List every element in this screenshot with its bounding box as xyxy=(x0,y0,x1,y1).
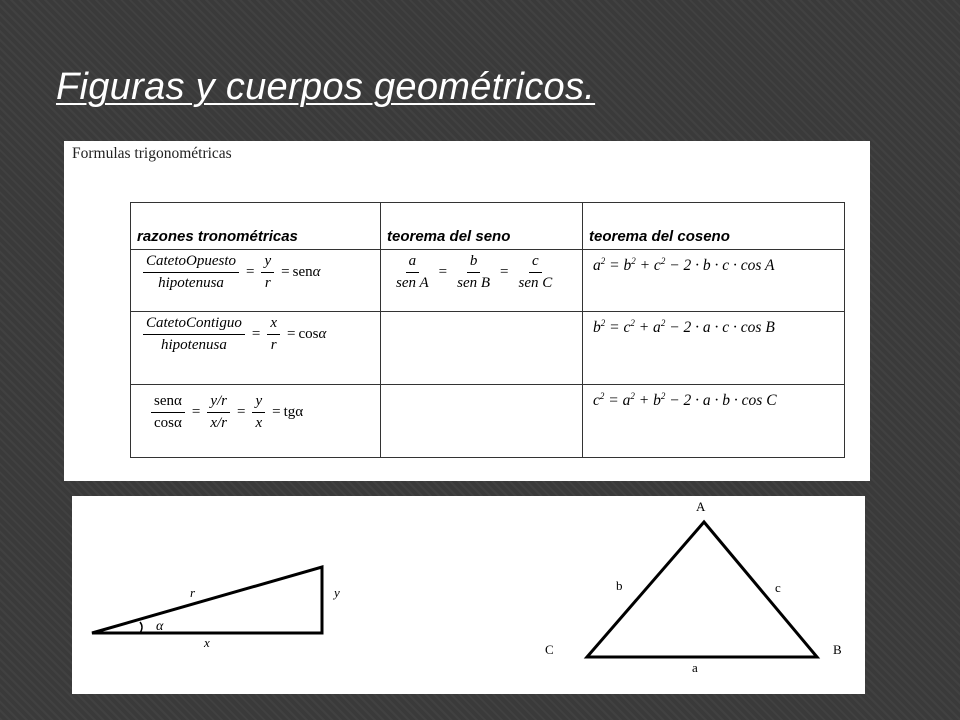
square: 2 xyxy=(630,391,635,401)
cos-term: + b xyxy=(634,392,661,410)
equals: = xyxy=(246,264,255,280)
cell-empty-1 xyxy=(381,312,583,385)
denominator: cosα xyxy=(154,415,182,431)
cos-lhs: a xyxy=(593,257,601,275)
square: 2 xyxy=(631,256,636,266)
cell-razon-tangente xyxy=(131,385,381,458)
right-triangle-shape xyxy=(92,567,322,633)
square: 2 xyxy=(599,391,605,401)
adj-label: x xyxy=(204,635,210,650)
cos-term: + a xyxy=(634,319,661,337)
side-c-label: c xyxy=(775,580,781,595)
cell-coseno-c xyxy=(583,385,845,458)
denominator: hipotenusa xyxy=(158,275,224,291)
opp-label: y xyxy=(334,585,340,600)
denominator: x xyxy=(255,415,263,431)
numerator: y xyxy=(261,253,274,273)
equals: = xyxy=(286,326,296,342)
cell-empty-2 xyxy=(381,385,583,458)
cos-term: = b xyxy=(609,257,632,275)
cos-term: = c xyxy=(609,319,631,337)
cos-term: + c xyxy=(635,257,661,275)
denominator: sen C xyxy=(518,275,553,291)
cell-coseno-a xyxy=(583,250,845,312)
numerator: CatetoContiguo xyxy=(143,315,245,335)
cos-lhs: c xyxy=(593,392,600,410)
frac-a xyxy=(393,253,432,292)
formulas-table xyxy=(130,202,845,458)
side-b-label: b xyxy=(616,578,623,593)
equals: = xyxy=(272,404,281,420)
cos-tail: − 2 · a · b · cos C xyxy=(665,392,777,410)
numerator: a xyxy=(406,253,420,273)
frac-contiguo xyxy=(143,315,245,354)
header-coseno: teorema del coseno xyxy=(583,203,845,250)
frac-b xyxy=(454,253,493,292)
triangle-diagrams xyxy=(72,496,865,694)
diagrams-panel xyxy=(72,496,865,694)
frac-opuesto xyxy=(143,253,239,292)
cos-lhs: b xyxy=(593,319,601,337)
vertex-c: C xyxy=(545,642,554,657)
frac-compound xyxy=(207,393,230,432)
square: 2 xyxy=(600,256,606,266)
vertex-a: A xyxy=(696,499,706,514)
denominator: sen B xyxy=(457,275,491,291)
square: 2 xyxy=(660,391,666,401)
side-a-label: a xyxy=(692,660,698,675)
equals: = xyxy=(191,404,201,420)
right-triangle xyxy=(92,567,340,650)
denominator: x/r xyxy=(210,415,227,431)
numerator: CatetoOpuesto xyxy=(143,253,239,273)
equals: = xyxy=(281,264,290,280)
denominator: hipotenusa xyxy=(161,337,227,353)
denominator: sen A xyxy=(396,275,429,291)
frac-sen-cos xyxy=(151,393,185,432)
sen-function: sen xyxy=(292,264,313,280)
cos-function: cos xyxy=(298,326,319,342)
numerator: x xyxy=(267,315,280,335)
equals: = xyxy=(438,264,448,280)
frac-x-r xyxy=(267,315,280,354)
cos-tail: − 2 · a · c · cos B xyxy=(665,319,775,337)
cos-tail: − 2 · b · c · cos A xyxy=(665,257,775,275)
numerator: senα xyxy=(151,393,185,413)
cell-razon-seno xyxy=(131,250,381,312)
numerator: c xyxy=(529,253,542,273)
header-razones: razones tronométricas xyxy=(131,203,381,250)
frac-y-r xyxy=(261,253,274,292)
alpha-symbol: α xyxy=(318,326,327,342)
square: 2 xyxy=(660,318,666,328)
frac-c xyxy=(516,253,556,292)
formulas-panel xyxy=(64,141,870,481)
cell-razon-coseno xyxy=(131,312,381,385)
cell-teorema-seno xyxy=(381,250,583,312)
formulas-heading: Formulas trigonométricas xyxy=(72,145,232,162)
slide-title: Figuras y cuerpos geométricos. xyxy=(56,66,596,108)
angle-label: α xyxy=(156,619,164,634)
cos-term: = a xyxy=(608,392,631,410)
numerator: y/r xyxy=(207,393,230,413)
denominator: r xyxy=(264,275,271,291)
numerator: y xyxy=(252,393,265,413)
alpha-symbol: α xyxy=(312,264,321,280)
frac-y-x xyxy=(252,393,265,432)
denominator: r xyxy=(270,337,277,353)
numerator: b xyxy=(467,253,481,273)
equals: = xyxy=(251,326,261,342)
cell-coseno-b xyxy=(583,312,845,385)
header-seno: teorema del seno xyxy=(381,203,583,250)
general-triangle xyxy=(545,499,842,675)
square: 2 xyxy=(660,256,666,266)
angle-arc xyxy=(140,622,142,633)
hyp-label: r xyxy=(190,585,196,600)
equals: = xyxy=(500,264,509,280)
equals: = xyxy=(237,404,246,420)
square: 2 xyxy=(600,318,606,328)
square: 2 xyxy=(630,318,635,328)
tg-function: tgα xyxy=(283,404,304,420)
vertex-b: B xyxy=(833,642,842,657)
